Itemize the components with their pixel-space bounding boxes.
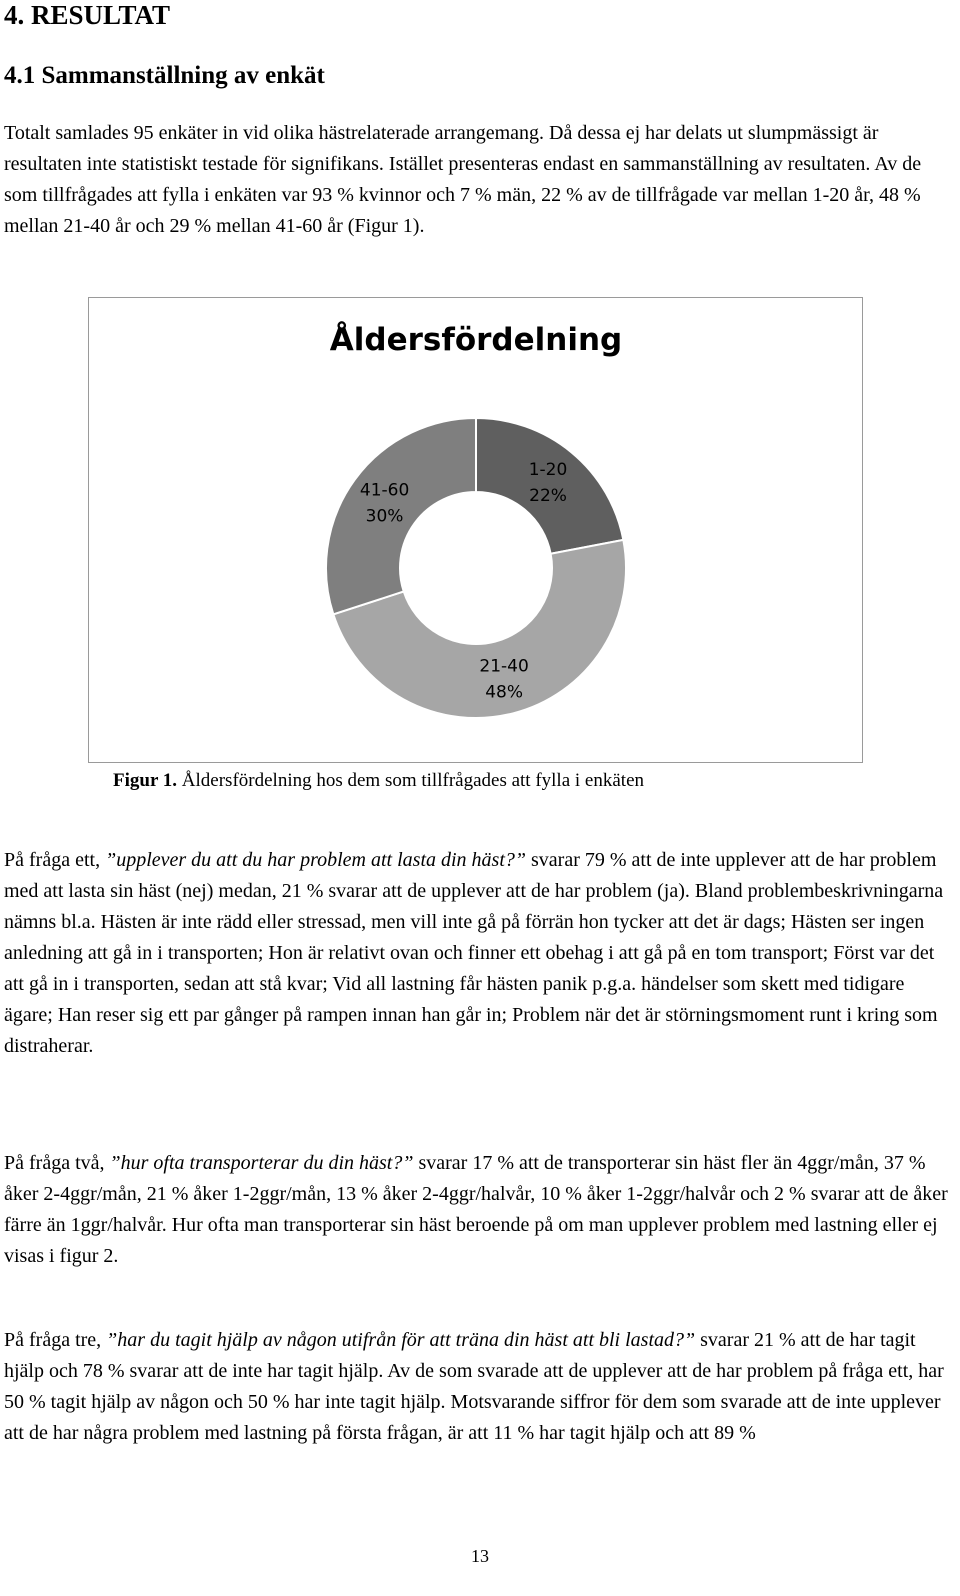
slice-percent-label: 48% <box>485 682 524 703</box>
question-2-question: ”hur ofta transporterar du din häst?” <box>109 1152 414 1174</box>
slice-percent-label: 30% <box>365 506 404 527</box>
page-number: 13 <box>471 1546 489 1566</box>
question-1-question: ”upplever du att du har problem att lasta din häst?” <box>105 849 527 871</box>
subsection-heading: 4.1 Sammanställning av enkät <box>4 62 325 89</box>
figure-caption <box>113 770 644 792</box>
section-heading: 4. RESULTAT <box>4 0 171 30</box>
question-1-lead: På fråga ett, <box>4 849 106 871</box>
question-3-body: svarar 21 % att de har tagit hjälp och 78 % svarar att de inte har tagit hjälp. Av de som svarade att de upplever att de har problem på fråga ett, har 50 % tagit hjälp av någon och 50 % har inte tagit hjälp. Motsvarande siffror för dem som svarade att de inte upplever att de har några problem med lastning på första frågan, är att 11 % har tagit hjälp och att 89 % <box>4 1329 944 1444</box>
question-2-body: svarar 17 % att de transporterar sin häst fler än 4ggr/mån, 37 % åker 2-4ggr/mån, 21 % åker 1-2ggr/mån, 13 % åker 2-4ggr/halvår, 10 % åker 1-2ggr/halvår och 2 % svarar att de åker färre än 1ggr/halvår. Hur ofta man transporterar sin häst beroende på om man upplever problem med lastning eller ej visas i figur 2. <box>4 1152 948 1267</box>
question-2-lead: På fråga två, <box>4 1152 110 1174</box>
figure-caption-label: Figur 1. <box>113 770 178 791</box>
slice-category-label: 41-60 <box>359 480 410 501</box>
question-1-paragraph <box>4 845 954 1062</box>
question-1-body: svarar 79 % att de inte upplever att de har problem med att lasta sin häst (nej) medan, 21 % svarar att de upplever att de har problem (ja). Bland problembeskrivningarna nämns bl.a. Hästen är inte rädd eller stressad, men vill inte gå på förrän hon tycker att det är dags; Hästen ser ingen anledning att gå in i transporten; Hon är relativt ovan och finner ett obehag i att gå på en tom transport; Först var det att gå in i transporten, sedan att stå kvar; Vid all lastning får hästen panik p.g.a. händelser som skett med tidigare ägare; Han reser sig ett par gånger på rampen innan han går in; Problem när det är störningsmoment runt i kring som distraherar. <box>4 849 944 1057</box>
chart-svg <box>89 298 862 762</box>
figure-caption-text: Åldersfördelning hos dem som tillfrågades att fylla i enkäten <box>181 770 645 791</box>
chart-title: Åldersfördelning <box>329 322 623 358</box>
question-3-lead: På fråga tre, <box>4 1329 107 1351</box>
question-2-paragraph <box>4 1148 954 1272</box>
slice-category-label: 21-40 <box>479 656 529 677</box>
question-3-question: ”har du tagit hjälp av någon utifrån för att träna din häst att bli lastad?” <box>106 1329 696 1351</box>
question-3-paragraph <box>4 1325 954 1449</box>
age-distribution-chart <box>88 297 863 763</box>
slice-percent-label: 22% <box>529 485 567 506</box>
slice-category-label: 1-20 <box>528 459 568 480</box>
intro-paragraph: Totalt samlades 95 enkäter in vid olika hästrelaterade arrangemang. Då dessa ej har delats ut slumpmässigt är resultaten inte statistiskt testade för signifikans. Istället presenteras endast en sammanställning av resultaten. Av de som tillfrågades att fylla i enkäten var 93 % kvinnor och 7 % män, 22 % av de tillfrågade var mellan 1-20 år, 48 % mellan 21-40 år och 29 % mellan 41-60 år (Figur 1). <box>4 122 922 237</box>
